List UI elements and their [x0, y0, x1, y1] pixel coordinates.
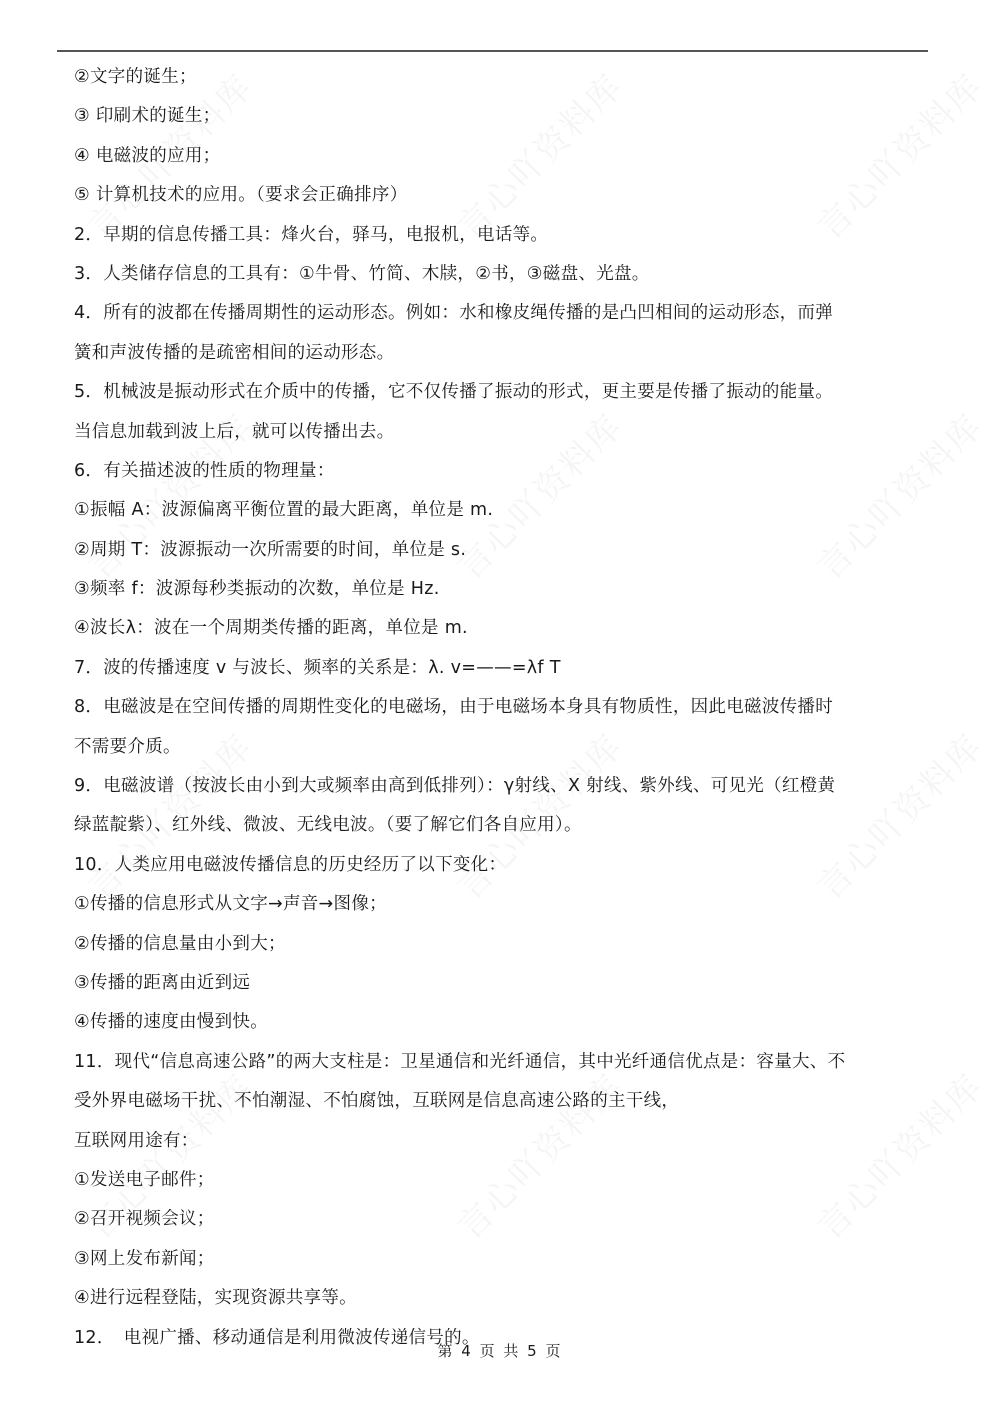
- text-line: 10．人类应用电磁波传播信息的历史经历了以下变化：: [74, 854, 507, 875]
- text-line: 受外界电磁场干扰、不怕潮湿、不怕腐蚀，互联网是信息高速公路的主干线，: [74, 1091, 680, 1112]
- text-line: ①振幅 A：波源偏离平衡位置的最大距离，单位是 m.: [74, 500, 494, 521]
- text-line: ②文字的诞生；: [74, 67, 197, 87]
- text-line: 12． 电视广播、移动通信是利用微波传递信号的。: [74, 1327, 480, 1348]
- text-line: 2．早期的信息传播工具：烽火台，驿马，电报机，电话等。: [74, 224, 549, 245]
- text-line: 9．电磁波谱（按波长由小到大或频率由高到低排列）：γ射线、X 射线、紫外线、可见光（红橙黄: [74, 776, 836, 797]
- text-line: ③网上发布新闻；: [74, 1248, 215, 1269]
- text-line: 5．机械波是振动形式在介质中的传播，它不仅传播了振动的形式，更主要是传播了振动的能量。: [74, 382, 834, 403]
- text-line: ④进行远程登陆，实现资源共享等。: [74, 1288, 357, 1309]
- text-line: ⑤ 计算机技术的应用。（要求会正确排序）: [74, 185, 408, 206]
- document-body: [74, 58, 944, 1358]
- text-line: 3．人类储存信息的工具有：①牛骨、竹简、木牍，②书，③磁盘、光盘。: [74, 263, 650, 284]
- text-line: ④ 电磁波的应用；: [74, 145, 221, 166]
- text-line: ①发送电子邮件；: [74, 1169, 215, 1190]
- text-line: ②周期 T：波源振动一次所需要的时间，单位是 s.: [74, 539, 467, 560]
- text-line: ③频率 f：波源每秒类振动的次数，单位是 Hz.: [74, 579, 440, 600]
- text-line: 4．所有的波都在传播周期性的运动形态。例如：水和橡皮绳传播的是凸凹相间的运动形态，而弹: [74, 303, 834, 324]
- text-line: ③ 印刷术的诞生；: [74, 106, 221, 127]
- text-line: 8．电磁波是在空间传播的周期性变化的电磁场，由于电磁场本身具有物质性，因此电磁波传播时: [74, 697, 834, 718]
- text-line: 6．有关描述波的性质的物理量：: [74, 460, 335, 481]
- text-line: 绿蓝靛紫）、红外线、微波、无线电波。（要了解它们各自应用）。: [74, 815, 582, 836]
- text-line: ④波长λ：波在一个周期类传播的距离，单位是 m.: [74, 618, 468, 639]
- text-line: 当信息加载到波上后，就可以传播出去。: [74, 421, 395, 442]
- text-line: ④传播的速度由慢到快。: [74, 1012, 268, 1033]
- text-line: 11．现代“信息高速公路”的两大支柱是：卫星通信和光纤通信，其中光纤通信优点是：容量大、不: [74, 1051, 846, 1072]
- text-line: 互联网用途有：: [74, 1130, 199, 1151]
- text-line: ②传播的信息量由小到大；: [74, 933, 286, 954]
- text-line: 7．波的传播速度 v 与波长、频率的关系是：λ. v=——=λf T: [74, 657, 561, 678]
- text-line: 簧和声波传播的是疏密相间的运动形态。: [74, 342, 395, 363]
- text-line: ①传播的信息形式从文字→声音→图像；: [74, 894, 387, 915]
- header-rule: [57, 50, 928, 52]
- text-line: 不需要介质。: [74, 736, 181, 757]
- text-line: ③传播的距离由近到远: [74, 972, 251, 993]
- page-number: 第 4 页 共 5 页: [437, 1342, 563, 1360]
- text-line: ②召开视频会议；: [74, 1209, 215, 1230]
